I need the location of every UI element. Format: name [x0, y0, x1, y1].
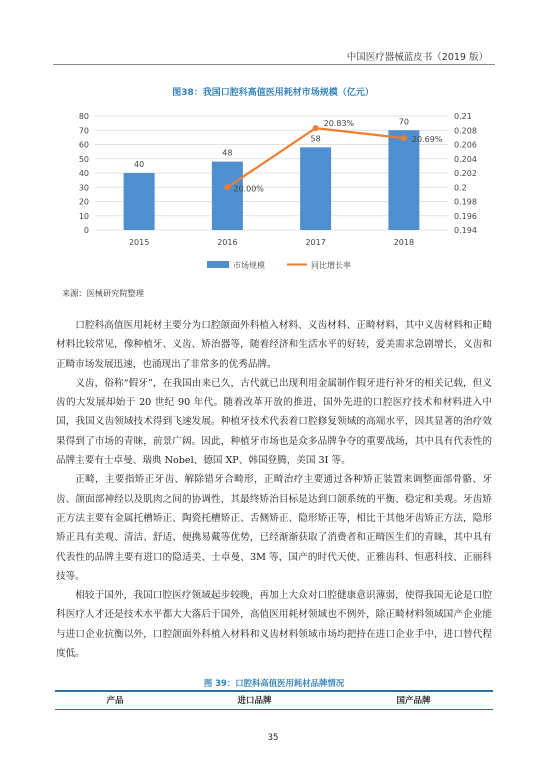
x-tick-label: 2016 — [217, 238, 238, 247]
figure-title: 图38：我国口腔科高值医用耗材市场规模（亿元） — [172, 88, 374, 98]
right-tick-label: 0.208 — [454, 126, 477, 136]
table-header-import: 进口品牌 — [237, 696, 272, 706]
legend-swatch-bar — [207, 261, 229, 268]
growth-point — [401, 135, 407, 141]
chart-bars — [124, 130, 420, 230]
growth-point — [224, 184, 230, 190]
right-tick-label: 0.198 — [454, 197, 477, 207]
paragraph: 口腔科高值医用耗材主要分为口腔颌面外科植入材料、义齿材料、正畸材料，其中义齿材料和正畸材料比较常见，像种植牙、义齿、矫治器等，随着经济和生活水平的好转，爱美需求急剧增长，义齿和正畸市场发展迅速，也涌现出了非常多的优秀品牌。 — [56, 320, 492, 370]
right-tick-label: 0.206 — [454, 140, 477, 150]
right-tick-label: 0.202 — [454, 169, 477, 178]
paragraph: 义齿，俗称“假牙”，在我国由来已久，古代就已出现利用金属制作假牙进行补牙的相关记载，但义齿的大发展却始于 20 世纪 90 年代。随着改革开放的推进，国外先进的口腔医疗技术和材料进入中国，我国义齿领域技术得到飞速发展。种植牙技术代表着口腔修复领域的高端水平，因其显著的治疗效果得到了市场的青睐，前景广阔。因此，种植牙市场也是众多品牌争夺的重要战场，其中具有代表性的品牌主要有士卓曼、瑞典 Nobel、德国 XP、韩国登腾，美国 3I 等。 — [56, 377, 492, 467]
growth-value-label: 20.69% — [411, 135, 443, 145]
left-tick-label: 0 — [83, 226, 89, 235]
legend-label: 市场规模 — [233, 261, 265, 270]
figure-source: 来源：医械研究院整理 — [62, 288, 144, 298]
right-tick-label: 0.21 — [454, 112, 472, 121]
growth-point — [313, 125, 319, 131]
table-header-domestic: 国产品牌 — [396, 696, 431, 706]
paragraph: 相较于国外，我国口腔医疗领域起步较晚，再加上大众对口腔健康意识薄弱，使得我国无论是口腔科医疗人才还是技术水平都大大落后于国外，高值医用耗材领域也不例外，除正畸材料领域国产企业能与进口企业抗衡以外，口腔颌面外科植入材料和义齿材料领域市场均把持在进口企业手中，进口替代程度低。 — [56, 590, 492, 660]
header-divider — [53, 64, 495, 65]
x-tick-label: 2018 — [393, 238, 415, 247]
market-size-chart — [55, 104, 495, 280]
table-top-rule — [55, 690, 493, 692]
table-header-rule — [55, 709, 493, 710]
left-tick-label: 70 — [78, 126, 89, 136]
bar — [124, 173, 155, 230]
growth-value-label: 20.00% — [233, 184, 264, 194]
left-tick-label: 50 — [78, 154, 89, 164]
book-title-header: 中国医疗器械蓝皮书（2019 版） — [346, 52, 488, 63]
left-tick-label: 30 — [78, 183, 89, 193]
bar-value-label: 40 — [134, 160, 145, 169]
bar — [212, 162, 243, 230]
x-tick-label: 2017 — [305, 238, 326, 247]
right-tick-label: 0.194 — [454, 226, 477, 235]
bar — [388, 130, 419, 230]
legend-label: 同比增长率 — [311, 261, 351, 270]
left-tick-label: 10 — [78, 211, 89, 221]
chart-legend — [207, 260, 351, 270]
right-tick-label: 0.196 — [454, 211, 477, 221]
bar-value-label: 58 — [310, 134, 321, 144]
left-tick-label: 20 — [78, 197, 89, 207]
bar-value-label: 48 — [222, 148, 233, 158]
table-header-row — [55, 693, 493, 709]
page-number: 35 — [267, 733, 279, 743]
body-text — [56, 316, 492, 663]
bar-value-label: 70 — [398, 117, 409, 127]
left-tick-label: 80 — [78, 112, 89, 121]
left-tick-label: 60 — [78, 140, 89, 150]
right-tick-label: 0.204 — [454, 154, 477, 164]
paragraph: 正畸，主要指矫正牙齿、解除错牙合畸形，正畸治疗主要通过各种矫正装置来调整面部骨骼、牙齿、颌面部神经以及肌肉之间的协调性，其最终矫治目标是达到口颌系统的平衡、稳定和美观。牙齿矫正方法主要有金属托槽矫正、陶瓷托槽矫正、舌侧矫正、隐形矫正等，相比于其他牙齿矫正方法，隐形矫正具有美观、清洁、舒适、便携易戴等优势，已经渐渐获取了消费者和正畸医生们的青睐，其中具有代表性的品牌主要有进口的隐适美、士卓曼、3M 等，国产的时代天使、正雅齿科、恒惠科技、正丽科技等。 — [56, 474, 492, 582]
bar — [300, 147, 331, 230]
right-tick-label: 0.2 — [454, 183, 467, 193]
table-header-product: 产品 — [106, 696, 124, 706]
growth-value-label: 20.83% — [323, 119, 355, 129]
table-title: 图 39：口腔科高值医用耗材品牌情况 — [203, 678, 345, 688]
x-tick-label: 2015 — [128, 238, 150, 247]
left-tick-label: 40 — [78, 169, 89, 178]
